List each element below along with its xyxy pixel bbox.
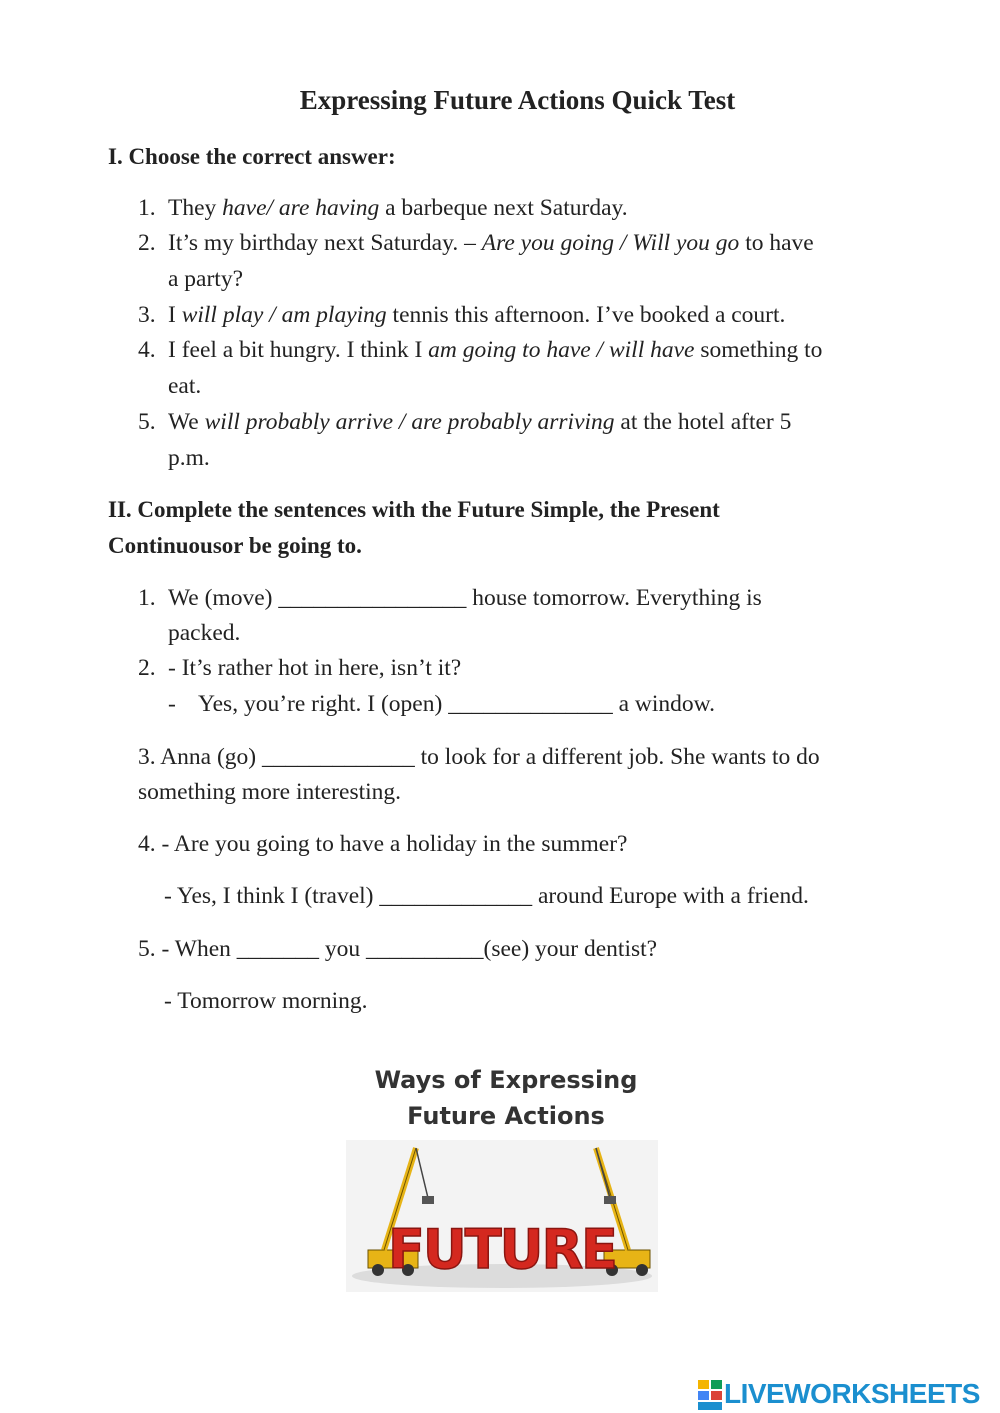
q4-options[interactable]: am going to have / will have <box>428 337 695 363</box>
q5-number: 5. <box>138 409 156 435</box>
q2-text <box>168 230 814 257</box>
q4-post: something to <box>694 337 823 363</box>
c2-line2[interactable]: Yes, you’re right. I (open) ______________ a window. <box>198 691 715 717</box>
q2-options[interactable]: Are you going / Will you go <box>481 230 740 256</box>
q2-pre: It’s my birthday next Saturday. – <box>168 230 482 256</box>
q5-text <box>168 409 791 436</box>
q4-continuation: eat. <box>168 373 202 399</box>
liveworksheets-logo-icon <box>698 1380 722 1410</box>
c2-line1: - It’s rather hot in here, isn’t it? <box>168 655 462 681</box>
illustration-title-line2: Future Actions <box>407 1102 605 1130</box>
liveworksheets-brand-text: LIVEWORKSHEETS <box>724 1378 980 1409</box>
q2-continuation: a party? <box>168 266 244 292</box>
q1-post: a barbeque next Saturday. <box>379 195 628 221</box>
q5-post: at the hotel after 5 <box>614 409 792 435</box>
crane-future-graphic <box>346 1140 658 1292</box>
c2-number: 2. <box>138 655 156 681</box>
q4-pre: I feel a bit hungry. I think I <box>168 337 429 363</box>
q1-text <box>168 195 628 222</box>
q2-post: to have <box>739 230 814 256</box>
c4-line1: 4. - Are you going to have a holiday in the summer? <box>138 831 628 857</box>
q3-post: tennis this afternoon. I’ve booked a court. <box>386 302 786 328</box>
q5-pre: We <box>168 409 205 435</box>
q3-pre: I <box>168 302 182 328</box>
c1-number: 1. <box>138 585 156 611</box>
q1-pre: They <box>168 195 223 221</box>
q3-text <box>168 302 785 329</box>
future-illustration <box>346 1060 658 1292</box>
q2-number: 2. <box>138 230 156 256</box>
illustration-title-line1: Ways of Expressing <box>374 1066 638 1094</box>
c1-line1[interactable]: We (move) ________________ house tomorrow. Everything is <box>168 585 762 611</box>
section-2-heading-line1: II. Complete the sentences with the Future Simple, the Present <box>108 497 720 522</box>
future-word: FUTURE <box>388 1218 616 1281</box>
c1-line2: packed. <box>168 620 241 646</box>
section-2-heading-line2: Continuousor be going to. <box>108 533 362 558</box>
page-title: Expressing Future Actions Quick Test <box>299 85 736 115</box>
q3-number: 3. <box>138 302 156 328</box>
c3-line1[interactable]: 3. Anna (go) _____________ to look for a different job. She wants to do <box>138 744 820 770</box>
q3-options[interactable]: will play / am playing <box>181 302 387 328</box>
q5-options[interactable]: will probably arrive / are probably arriving <box>204 409 615 435</box>
c3-line2: something more interesting. <box>138 779 402 805</box>
c4-line2[interactable]: - Yes, I think I (travel) _____________ around Europe with a friend. <box>164 883 809 909</box>
q4-number: 4. <box>138 337 156 363</box>
c2-dash: - <box>168 691 176 717</box>
c5-line1[interactable]: 5. - When _______ you __________(see) your dentist? <box>138 936 658 962</box>
c5-line2: - Tomorrow morning. <box>164 988 368 1014</box>
section-1-heading: I. Choose the correct answer: <box>108 144 396 169</box>
q4-text <box>168 337 822 364</box>
q5-continuation: p.m. <box>168 445 210 471</box>
q1-number: 1. <box>138 195 156 221</box>
q1-options[interactable]: have/ are having <box>222 195 380 221</box>
